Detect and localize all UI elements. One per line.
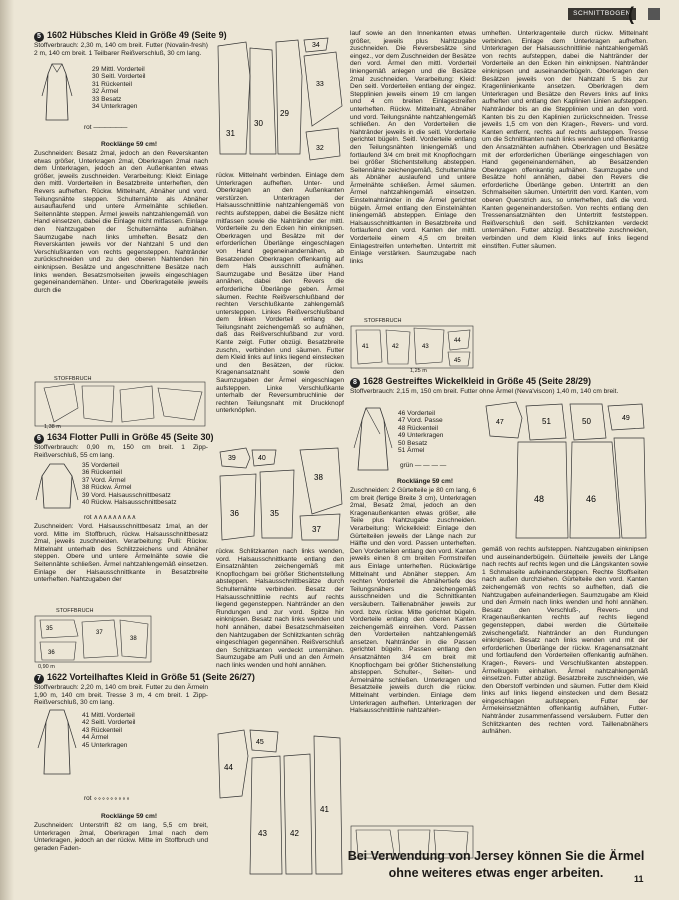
instructions-1634-a: Zuschneiden: Vord. Halsausschnittbesatz 1mal, an der vord. Mitte im Stoffbruch, rückw. Halsausschnittbesatz 2mal, jeweils zuschneiden. Verarbeitung: Pulli: Rückw. Mittelnaht unterhalb des Schlitzzeichens und Abnäher steppen. Obere und untere Ärmelnähte sowie die Seitennähte schließen. Ärmel nahtzahlengemäß einsetzen. Einlage der Halsausschnittkante in Besatzbreite unterheften. Nahtzugaben der (34, 523, 208, 584)
part-item: 32 Ärmel (92, 88, 119, 96)
piece-label: 38 (130, 636, 137, 642)
pattern-pieces-1634 (216, 444, 344, 544)
skirt-length: Rocklänge 59 cm! (100, 141, 158, 148)
cutting-layout-1602 (34, 378, 208, 430)
piece-label: 45 (454, 358, 461, 364)
piece-label: 32 (316, 145, 324, 152)
section-header: SCHNITTBOGEN (568, 8, 636, 20)
section-1628 (350, 376, 650, 396)
part-item: 42 Seitl. Vorderteil (82, 719, 136, 727)
section-1602 (34, 30, 227, 57)
instructions-1622-c: umheften. Unterkragenteile durch rückw. Mittelnaht verbinden. Einlage dem Unterkragen aufheften. Unterkragen der Halsausschnittlinie nahtzahlengemäß von rechts aufsteppen, dabei die Nahtränder der Vorderteile an den Ecken hin einknipsen. Nahtränder einknipsen und auseinanderbügeln. Oberkragen den Besätzen jeweils von der Nahtzahl 5 bis zur Kragenlinienkante ansetzen. Oberkragen dem Unterkragen und Besätze den Revers links auf links aufheften und entlang den Kaplinien Linien aufsteppen. Nahtränder bis an die Stepplinien und an den vord. Kanten bis zu den Kaplinien zurückschneiden. Tresse jeweils 1,5 cm von den Kragen-, Revers- und vord. Kanten entfernt, rechts auf rechts aufsteppen. Tresse um die Schnittkanten nach links wenden und offenkantig den Ansatznähten aufnähen. Oberkragen und Besätze mit der erforderlichen Überlänge eingeschlagen von Hand gegeneinandernähen, ab Besatzenden Oberkragen offenkantig aufnähen. Saumzugabe und Besätze hohl annähen, dabei den Revers die erforderliche Überlänge geben. Untertritt an den Schmalseiten säumen. Untertritt den vord. Kanten, vom oberen Querstrich aus, so unterheften, daß die vord. Kanten gegeneinanderstoßen. Von rechts entlang den Tressenansatznähten den Untertritt feststeppen. Reißverschluß den seitl. Schlitzkanten verdeckt unternähen. Futter abzügl. Besatzbreite zuschneiden, verbinden und dem Kleid links auf links liegend einstiften. Futter säumen. (482, 30, 648, 250)
part-item: 46 Vorderteil (398, 410, 436, 417)
section-number: 6 (34, 434, 44, 444)
material-info: Stoffverbrauch: 2,20 m, 140 cm breit. Futter zu den Ärmeln 1,90 m, 140 cm breit. Tresse 3 m, 4 cm breit. 1 Zipp-Reißverschluß, 30 cm lang. (34, 684, 208, 707)
page-number: 11 (634, 874, 644, 884)
piece-label: 39 (228, 455, 236, 462)
instructions-1602-b: rückw. Mittelnaht verbinden. Einlage dem Unterkragen aufheften. Unter- und Oberkragen an den Außenkanten verstürzen. Unterkragen der Halsausschnittlinie nahtzahlengemäß von rechts aufsteppen, dabei die Besätze nicht mitfassen sowie die Nahtränder der mittl. Vorderteile zu den Ecken hin einknipsen. Oberkragen und Besätze mit der erforderlichen Überlänge eingeschlagen von Hand gegeneinandernähen, ab Besatzenden Oberkragen offenkantig auf dem Hals ausschnitt aufnähen. Saumzugabe und Besätze über Hand annähen, dabei den Revers die erforderliche Überlänge geben. Ärmel säumen. Rechte Reißverschlußband der rechten Verschlußkante zahlengemäß untersteppen. Linkes Reißverschlußband dem linken Vorderteil entlang der Teilungsnaht zeichengemäß so aufnähen, daß das Reißverschlußband zur vord. Kante zeigt. Futter obzügi. Besatzbreite zuschn., verbinden und säumen. Futter dem Kleid links auf links liegend einstecken und den Besätzen, der rückw. Kragenansatznaht sowie den Saumzugaben der Ärmel eingeschlagen aufsteppen. Linke Verschlußkante unterhalb der Reversumbruchlinie der rechten Teilungsnaht mit Druckknopf unterknöpfen. (216, 172, 344, 415)
part-item: 39 Vord. Halsausschnittbesatz (82, 491, 171, 499)
layout-width: 1,38 m (44, 424, 61, 430)
pattern-pieces-1628 (482, 398, 648, 540)
piece-label: 51 (542, 417, 551, 426)
section-title: 1622 Vorteilhaftes Kleid in Größe 51 (Seite 26/27) (47, 672, 255, 682)
piece-label: 47 (496, 419, 504, 426)
piece-label: 36 (48, 650, 55, 656)
part-item: 38 Rückw. Ärmel (82, 484, 132, 492)
instructions-1602-a: Zuschneiden: Besatz 2mal, jedoch an den Reverskanten etwas größer, Unterkragen 2mal, Oberkragen 2mal nach dem Unterkragen, jedoch an den Außenkanten etwas größer, jeweils zuschneiden. Verarbeitung: Kleid: Einlage den mittl. Vorderteilen in Besatzbreite unterheften, den Revers aufheften. Rückw. Mittelnaht, Abnäher und vord. Teilungsnähte steppen. Schulternähte als Abnäher ausauflaufend und untere Ärmelnähte schließen. Seitennähte steppen. Ärmel jeweils nahtzahlengemäß von Hand einsetzen, dabei die Einlage nicht mitfassen. Einlage den Nahtzugaben der Schulternähte aufnähen. Saumzugabe nach links umheften. Besatz den Reverskanten jeweils vor der Nahtzahl 5 und den Verschlußkanten von rechts gegensteppen. Nahtränder zurückschneiden und zu den oberen Nahtenden hin einknipsen. Besätze und angeschnittene Besätze nach links wenden. Besatzsmolseiten jeweils eingeschlagen gegeneinandernähen. Unter- und Oberkrageteile jeweils durch die (34, 150, 208, 294)
pullover-sketch (34, 460, 80, 512)
part-item: 29 Mittl. Vorderteil (92, 66, 145, 73)
piece-label: 42 (290, 829, 299, 838)
piece-label: 37 (312, 525, 321, 534)
cutting-layout-1622 (350, 318, 476, 374)
section-number: 5 (34, 32, 44, 42)
piece-label: 41 (320, 805, 329, 814)
material-info: Stoffverbrauch: 0,90 m, 150 cm breit. 1 Zipp-Reißverschluß, 55 cm lang. (34, 444, 208, 459)
color-label: grün — — — — (400, 462, 447, 469)
part-item: 30 Seitl. Vorderteil (92, 73, 146, 81)
part-item: 36 Rückenteil (82, 469, 122, 477)
header-bracket: ( (628, 4, 634, 24)
piece-label: 36 (230, 509, 239, 518)
piece-label: 41 (362, 344, 369, 350)
section-number: 8 (350, 378, 360, 388)
piece-label: 37 (96, 630, 103, 636)
section-title: 1628 Gestreiftes Wickelkleid in Größe 45 (Seite 28/29) (363, 376, 592, 386)
piece-label: 33 (316, 81, 324, 88)
cutting-layout-1634 (34, 608, 154, 670)
part-item: 48 Rückenteil (398, 424, 438, 432)
section-1622 (34, 672, 255, 707)
jersey-tip: Bei Verwendung von Jersey können Sie die Ärmel ohne weiteres etwas enger arbeiten. (347, 849, 645, 880)
material-info: Stoffverbrauch: 2,30 m, 140 cm breit. Futter (Novalin-fresh) 2 m, 140 cm breit. 1 Teilbarer Reißverschluß, 30 cm lang. (34, 42, 208, 57)
piece-label: 44 (224, 763, 233, 772)
color-label: rot —————— (84, 124, 127, 131)
part-item: 35 Vorderteil (82, 462, 120, 469)
parts-list (398, 410, 443, 454)
parts-list (82, 712, 136, 749)
piece-label: 48 (534, 494, 545, 504)
part-item: 45 Unterkragen (82, 741, 128, 749)
part-item: 33 Besatz (92, 95, 122, 103)
piece-label: 49 (622, 415, 630, 422)
parts-list (92, 66, 146, 110)
pattern-pieces-1602 (216, 36, 344, 164)
section-1634 (34, 432, 214, 459)
part-item: 44 Ärmel (82, 734, 109, 742)
piece-label: 34 (312, 42, 320, 49)
fold-label: STOFFBRUCH (56, 608, 94, 614)
piece-label: 44 (454, 338, 461, 344)
section-title: 1602 Hübsches Kleid in Größe 49 (Seite 9) (47, 30, 227, 40)
header-marker (648, 8, 660, 20)
skirt-length: Rocklänge 59 cm! (396, 478, 454, 485)
fold-label: STOFFBRUCH (364, 318, 402, 324)
skirt-length: Rocklänge 59 cm! (100, 813, 158, 820)
part-item: 49 Unterkragen (398, 432, 444, 440)
part-item: 51 Ärmel (398, 447, 425, 455)
material-info: Stoffverbrauch: 2,15 m, 150 cm breit. Futter ohne Ärmel (Neva'viscon) 1,40 m, 140 cm breit. (350, 388, 619, 395)
part-item: 31 Rückenteil (92, 80, 132, 88)
part-item: 41 Mittl. Vorderteil (82, 712, 135, 719)
piece-label: 40 (258, 455, 266, 462)
part-item: 43 Rückenteil (82, 726, 122, 734)
piece-label: 30 (254, 119, 263, 128)
piece-label: 38 (314, 473, 323, 482)
piece-label: 29 (280, 109, 289, 118)
instructions-1628-b: gemäß von rechts aufsteppen. Nahtzugaben einknipsen und auseinanderbügeln. Gürtelteile jeweils der Länge nach rechts auf rechts legen und die Längskanten sowie 1 Schmalseite aufeinandersteppen. Rechte Stoffseiten nach außen durchziehen. Gürtelteile den vord. Kanten zeichengemäß von rechts so aufheften, daß die Nahtzugaben aufeinanderliegen. Saumzugabe am Kleid und den Ärmeln nach links wenden und hohl annähen. Besatz den Verschluß-, Revers- und Kragenaußenkanten rechts auf rechts liegend gegensteppen, dabei werden die Gürtelteile zwischengefaßt. Nahtränder an den Rundungen einknipsen. Besatz nach links wenden und mit der erforderlichen Überlänge der rückw. Kragenansatznaht und fortlaufend den Vorderteilen offenkantig aufnähen. Kragen-, Revers- und Verschlußkanten absteppen. Ärmelkugeln einhalten. Ärmel nahtzahlengemäß einsetzen. Futter abzügl. Besatzbreite zuschneiden, wie den Oberstoff verbinden und säumen. Futter dem Kleid links auf links liegend einstecken und dem Besatz eingeschlagen aufsteppen. Futter der Ärmeleinsetznähten offenkantig aufnähen, Futter-Nahtränder zusammenfassend versäubern. Futter den Schlitzkanten des rechten vord. Taillenabnähers aufnähen. (482, 546, 648, 736)
layout-width: 0,90 m (38, 664, 55, 670)
piece-label: 45 (256, 739, 264, 746)
instructions-1622-a: Zuschneiden: Unterstrift 82 cm lang, 5,5 cm breit, Unterkragen 2mal, Oberkragen 1mal nach dem Unterkragen, jedoch an der rückw. Mitte im Stoffbruch und geraden Faden- (34, 822, 208, 852)
section-title: 1634 Flotter Pulli in Größe 45 (Seite 30) (47, 432, 214, 442)
pattern-pieces-1622 (216, 726, 344, 876)
instructions-1634-b: rückw. Schlitzkanten nach links wenden, vord. Halsausschnittkante entlang den Einsatznähten zeichengemäß mit Knopflochgarn bei größer Stichentstellung absteppen. Halsausschnittbesätze durch Schulternähte verbinden. Besatz der Halsausschnittlinie rechts auf rechts liegend gegensteppen. Nahtränder an den Rundungen und zur vord. Spitze hin einknipsen. Besatz nach links wenden und hohl annähen, dabei Besatzschmalseiten den Nahtzugaben der Schlitzkanten schräg eingeschlagen gegennähen. Reißverschluß den Schlitzkanten verdeckt unternähen. Saumzugabe am Pulli und an den Ärmeln nach links wenden und hohl annähen. (216, 548, 344, 669)
part-item: 40 Rückw. Halsausschnittbesatz (82, 499, 177, 507)
piece-label: 31 (226, 129, 235, 138)
piece-label: 46 (586, 494, 597, 504)
part-item: 34 Unterkragen (92, 103, 138, 111)
piece-label: 35 (46, 626, 53, 632)
piece-label: 43 (258, 829, 267, 838)
section-number: 7 (34, 674, 44, 684)
piece-label: 42 (392, 344, 399, 350)
fold-label: STOFFBRUCH (54, 376, 92, 382)
instructions-1622-b: lauf sowie an den Innenkanten etwas größer, jeweils plus Nahtzugabe zuschneiden. Die Reversbesätze sind eingez., vor dem Zuschneiden der Besätze den vord. Ärmel den mittl. Vorderteil liniengemäß anlegen und die Besätze 2mal zuschneiden. Verarbeitung: Kleid: Den seitl. Vorderteilen entlang der eingez. Stepplinien jeweils einem 19 cm langen und 4 cm breiten Einlagestreifen unterheften. Rückw. Mittelnaht, Abnäher und vord. Teilungsnähte nahtzahlengemäß schließen. An den Vorderteilen die Nahtränder jeweils in die seitl. Vorderteile gerichtet bügeln. Seitl. Vorderteile entlang den Teilungsnähten liniengemäß und fortlaufend 3/4 cm breit mit Knopflochgarn bei größer Stichentstellung absteppen. Seitennähte zeichengemäß, Schulternähte als Abnäher auslaufend und untere Ärmelnähte schließen. Ärmel säumen. Ärmel nahtzahlengemäß einsetzen. Einstelnahtränder in die Ärmel gerichtet bügeln. Ärmel entlang den Einstelnähten liniengemäß absteppen. Einlage den Halsausschnittkanten in Besatzbreite und fortlaufend den vord. Kanten der mittl. Vorderteile einem 4,5 cm breiten Einlagestreifen unterheften. Untertritt mit Einlage verstärken. Saumzugabe nach links (350, 30, 476, 265)
piece-label: 35 (270, 509, 279, 518)
parts-list (82, 462, 177, 506)
dress-sketch (34, 706, 80, 778)
piece-label: 43 (422, 344, 429, 350)
part-item: 37 Vord. Ärmel (82, 476, 126, 484)
page-gutter (0, 0, 14, 900)
part-item: 50 Besatz (398, 439, 428, 447)
dress-sketch (34, 60, 80, 124)
layout-width: 1,25 m (410, 368, 427, 374)
color-label: rot ∘∘∘∘∘∘∘∘∘ (84, 795, 131, 802)
wrap-dress-sketch (350, 404, 396, 474)
part-item: 47 Vord. Passe (398, 417, 443, 425)
piece-label: 50 (582, 417, 591, 426)
instructions-1628-a: Zuschneiden: 2 Gürtelteile je 80 cm lang, 6 cm breit (fertige Breite 3 cm), Unterkragen 2mal, Besatz 2mal, jedoch an den Kragenaußenkanten etwas größer, alle Teile plus Nahtzugabe zuschneiden. Verarbeitung: Wickelkleid: Einlage den Gürtelteilen jeweils der Länge nach zur Hälfte und den vord. Passen unterheften. Den Vorderteilen entlang den vord. Kanten jeweils einen 8 cm breiten Formstreifen aus Einlage unterheften. Rückwärtige Mittelnaht und Abnäher steppen. Am rechten Vorderteil die Abnähertiefe des Teilungsnähers zeichengemäß ausschneiden und die Schnittkanten versäubern. Taillenabnäher jeweils zur vord. bzw. rückw. Mitte gerichtet bügeln. Vorderteile entlang den oberen Kanten zeichengemäß einreihen. Vord. Passen den Vorderteilen nahtzahlengemäß ansetzen. Nahtränder in die Passen gerichtet bügeln. Passen entlang den Ansatznähten 3/4 cm breit mit Knopflochgarn bei größer Stichenstellung absteppen. Schulter-, Seiten- und Ärmelnähte schließen. Unterkragen und Besatzteile jeweils durch die rückw. Mittelnaht verbinden. Einlage dem Unterkragen aufheften. Unterkragen der Halsausschnittlinie nahtzahlen- (350, 487, 476, 715)
color-label: rot ∧∧∧∧∧∧∧∧∧ (84, 514, 137, 521)
